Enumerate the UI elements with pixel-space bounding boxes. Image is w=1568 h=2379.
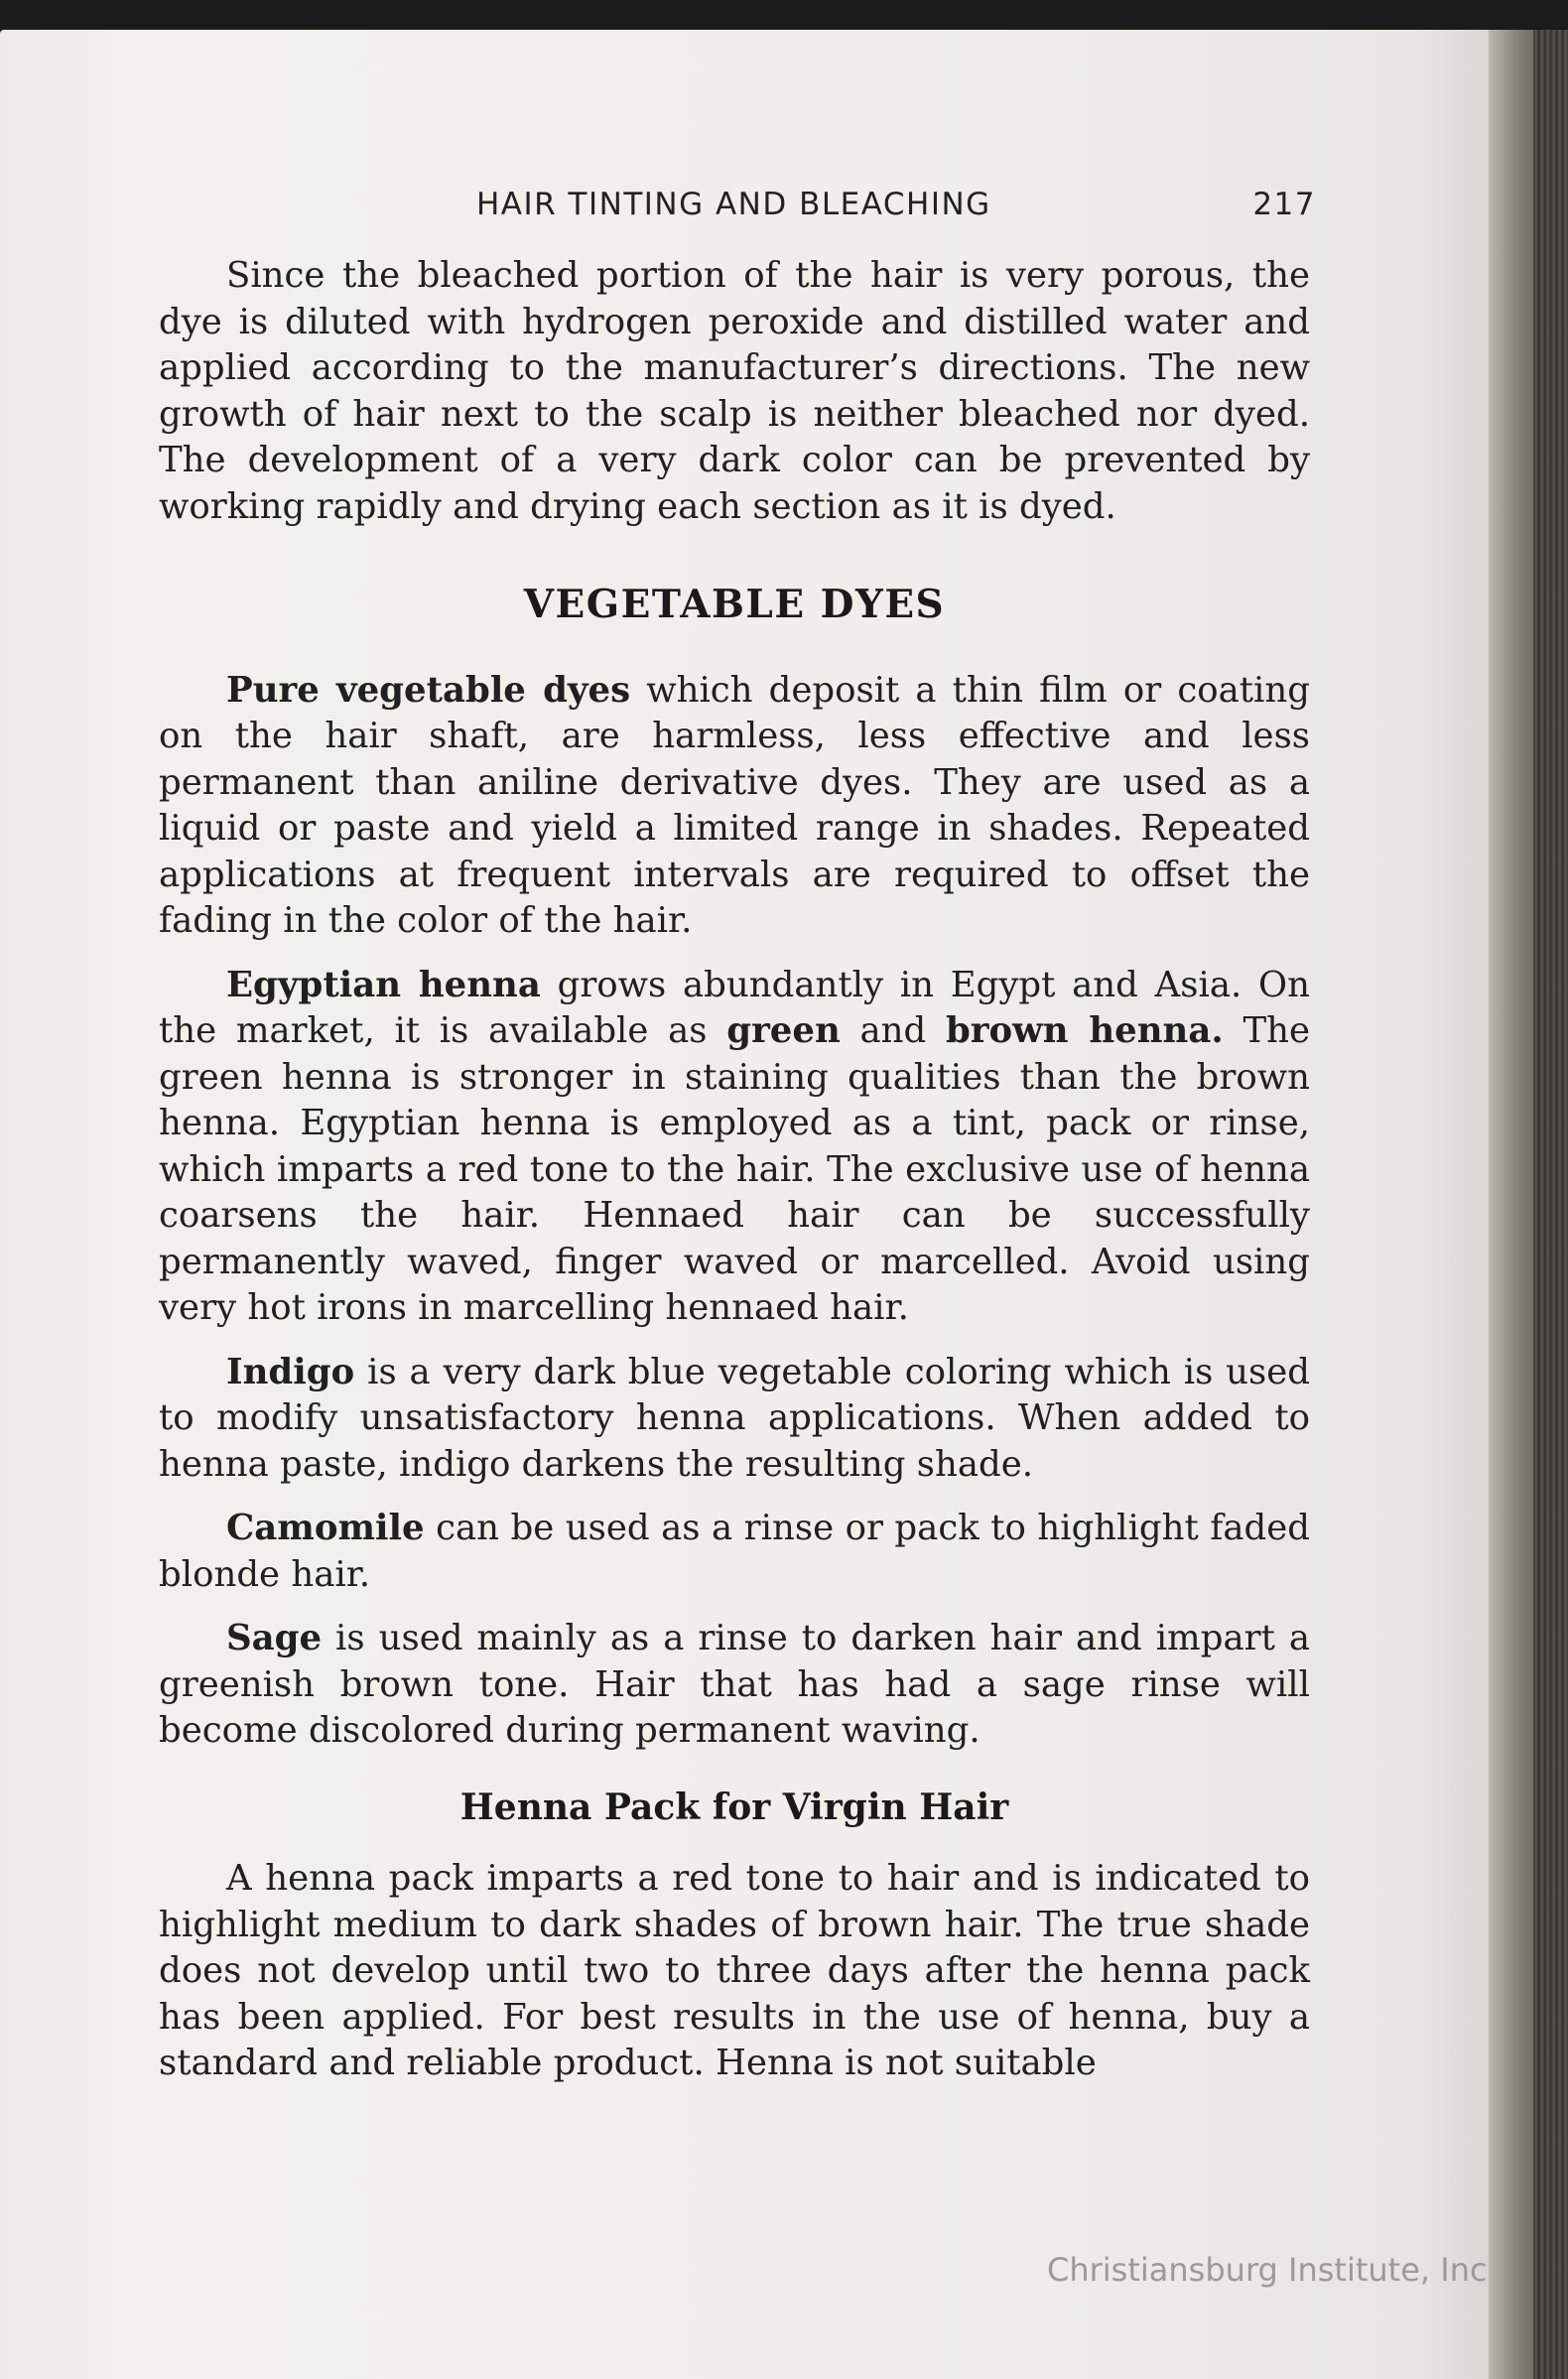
- page-body: [159, 253, 1310, 2087]
- page-edges: [1533, 30, 1568, 2379]
- paragraph-text: and: [840, 1010, 946, 1051]
- paragraph-text: is used mainly as a rinse to darken hair and impart a greenish brown tone. Hair that has had a sage rinse will become discolored during permanent waving.: [159, 1618, 1310, 1751]
- paragraph-camomile: [159, 1506, 1310, 1598]
- paragraph-text: is a very dark blue vegetable coloring which is used to modify unsatisfactory henna applications. When added to henna paste, indigo darkens the resulting shade.: [159, 1351, 1310, 1485]
- paragraph-sage: [159, 1616, 1310, 1755]
- paragraph-text: grows abundantly in Egypt and Asia. On the market, it is available as: [159, 964, 1310, 1051]
- term-sage: Sage: [226, 1618, 323, 1658]
- paragraph-text: The green henna is stronger in staining qualities than the brown henna. Egyptian henna is employed as a tint, pack or rinse, which imparts a red tone to the hair. The exclusive use of henna coarsens the hair. Hennaed hair can be successfully permanently waved, finger waved or marcelled. Avoid using very hot irons in marcelling hennaed hair.: [159, 1010, 1310, 1328]
- term-camomile: Camomile: [226, 1508, 425, 1548]
- paragraph-henna-pack: A henna pack imparts a red tone to hair and is indicated to highlight medium to dark shades of brown hair. The true shade does not develop until two to three days after the henna pack has been applied. For best results in the use of henna, buy a standard and reliable product. Henna is not suitable: [159, 1858, 1310, 2083]
- paragraph-pure-vegetable-dyes: [159, 668, 1310, 945]
- term-pure-vegetable-dyes: Pure vegetable dyes: [226, 669, 631, 711]
- paragraph-text: can be used as a rinse or pack to highlight faded blonde hair.: [159, 1508, 1310, 1595]
- running-head: [476, 187, 1326, 236]
- term-indigo: Indigo: [226, 1351, 355, 1392]
- subsection-heading: Henna Pack for Virgin Hair: [459, 1785, 1009, 1828]
- term-brown-henna: brown henna.: [945, 1010, 1224, 1051]
- section-heading: VEGETABLE DYES: [523, 582, 946, 627]
- term-green: green: [726, 1010, 841, 1051]
- watermark: Christiansburg Institute, Inc: [1047, 2251, 1488, 2289]
- term-egyptian-henna: Egyptian henna: [226, 964, 541, 1005]
- paragraph-egyptian-henna: [159, 963, 1310, 1332]
- paragraph-text: which deposit a thin film or coating on the hair shaft, are harmless, less effective and less permanent than aniline derivative dyes. They are used as a liquid or paste and yield a limited range in shades. Repeated applications at frequent intervals are required to offset the fading in the color of the hair.: [159, 669, 1311, 941]
- paragraph-indigo: [159, 1350, 1310, 1489]
- intro-paragraph: Since the bleached portion of the hair is very porous, the dye is diluted with hydrogen peroxide and distilled water and applied according to the manufacturer’s directions. The new growth of hair next to the scalp is neither bleached nor dyed. The development of a very dark color can be prevented by working rapidly and drying each section as it is dyed.: [159, 255, 1310, 527]
- running-head-title: HAIR TINTING AND BLEACHING: [476, 187, 991, 222]
- page-number: 217: [1252, 187, 1316, 222]
